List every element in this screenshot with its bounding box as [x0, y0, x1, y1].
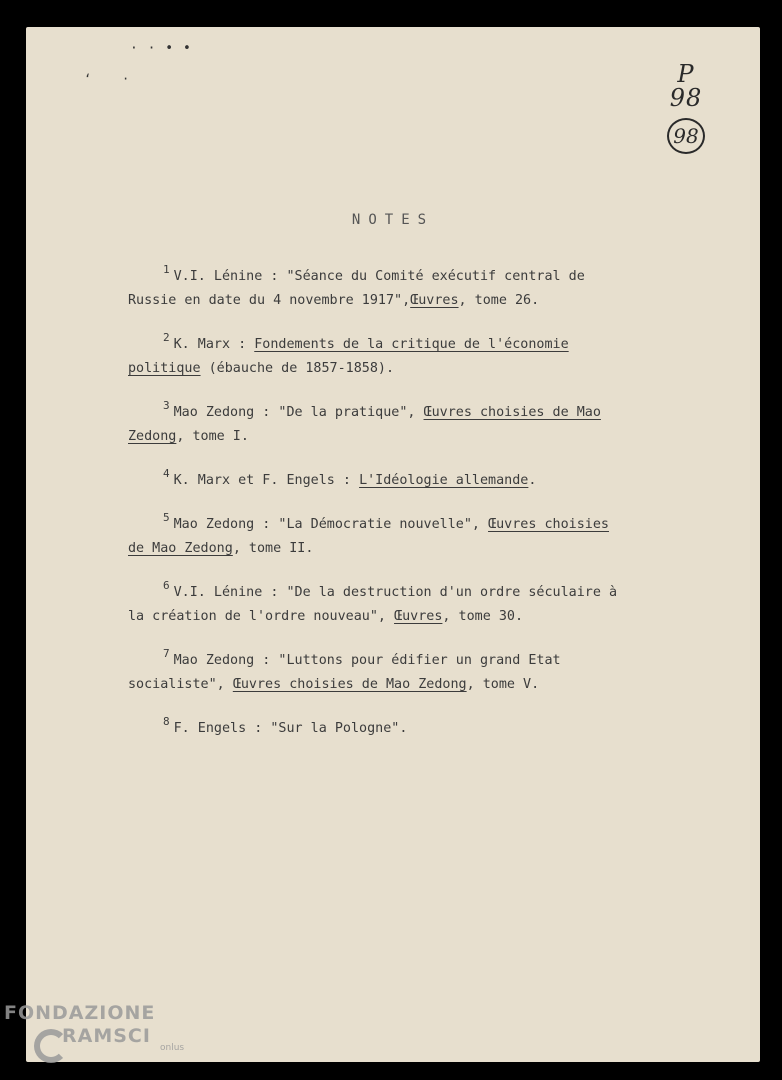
fondazione-gramsci-watermark	[4, 1002, 184, 1053]
watermark-line1: FONDAZIONE	[4, 1002, 156, 1024]
note-item	[128, 581, 628, 629]
note-text: K. Marx et F. Engels :	[173, 473, 360, 488]
note-text: K. Marx :	[173, 337, 255, 352]
note-item	[128, 649, 628, 697]
handwritten-annotation	[658, 62, 714, 154]
note-text: , tome I.	[176, 429, 249, 444]
note-text: .	[528, 473, 537, 488]
note-text: V.I. Lénine : "Séance du Comité exécutif central de Russie en date du 4 novembre 1917",	[128, 269, 585, 308]
note-item	[128, 469, 628, 493]
note-title-underlined: Œuvres choisies de Mao Zedong	[128, 405, 601, 444]
note-item	[128, 265, 628, 313]
note-item	[128, 717, 628, 741]
document-page	[26, 27, 760, 1062]
note-text: V.I. Lénine : "De la destruction d'un ordre séculaire à la création de l'ordre nouveau",	[128, 585, 618, 624]
note-number: 7	[163, 647, 170, 660]
ink-speck: ·	[122, 72, 130, 86]
watermark-line2: RAMSCI	[62, 1025, 151, 1047]
note-item	[128, 333, 628, 381]
note-number: 1	[163, 263, 170, 276]
note-text: (ébauche de 1857-1858).	[200, 361, 395, 376]
note-text: Mao Zedong : "De la pratique",	[173, 405, 424, 420]
note-number: 8	[163, 715, 170, 728]
ink-specks: · · • •	[130, 41, 192, 56]
note-title-underlined: Fondements de la critique de l'économie politique	[128, 337, 569, 376]
note-number: 2	[163, 331, 170, 344]
circled-page-number: 98	[667, 118, 705, 154]
ink-speck: ‘	[84, 72, 92, 86]
note-text: Mao Zedong : "La Démocratie nouvelle",	[173, 517, 489, 532]
note-text: , tome 30.	[442, 609, 524, 624]
note-number: 3	[163, 399, 170, 412]
watermark-g-logo-icon	[34, 1029, 68, 1063]
note-title-underlined: L'Idéologie allemande	[359, 473, 529, 488]
note-title-underlined: Œuvres choisies de Mao Zedong	[128, 517, 609, 556]
note-text: , tome V.	[466, 677, 540, 692]
note-item	[128, 513, 628, 561]
note-title-underlined: Œuvres choisies de Mao Zedong	[232, 677, 467, 692]
note-text: F. Engels : "Sur la Pologne".	[173, 721, 408, 736]
handwritten-page-reference: P 98	[669, 60, 703, 112]
notes-list	[128, 265, 628, 761]
note-number: 6	[163, 579, 170, 592]
page-title: NOTES	[351, 212, 435, 228]
note-item	[128, 401, 628, 449]
note-text: , tome 26.	[458, 293, 540, 308]
note-number: 4	[163, 467, 170, 480]
note-number: 5	[163, 511, 170, 524]
watermark-onlus: onlus	[160, 1043, 185, 1053]
note-text: Mao Zedong : "Luttons pour édifier un grand Etat socialiste",	[128, 653, 561, 692]
note-title-underlined: Œuvres	[394, 609, 443, 624]
note-title-underlined: Œuvres	[410, 293, 459, 308]
note-text: , tome II.	[232, 541, 314, 556]
